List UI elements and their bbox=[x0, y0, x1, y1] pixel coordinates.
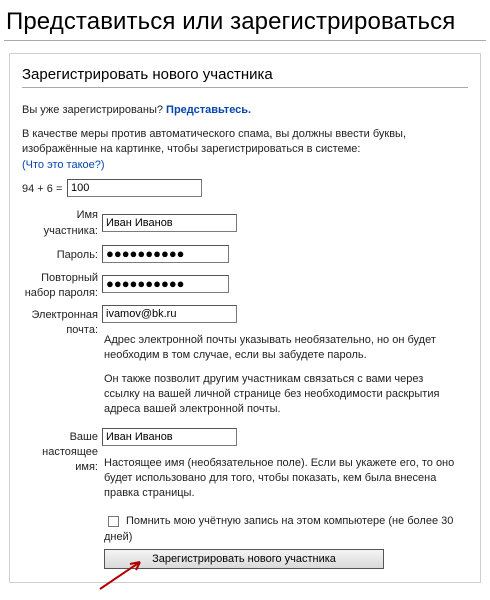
retype-password-label-line-2: набор пароля: bbox=[24, 287, 98, 299]
captcha-input[interactable]: 100 bbox=[67, 179, 202, 197]
captcha-question: 94 + 6 = bbox=[22, 183, 63, 195]
password-label: Пароль: bbox=[56, 249, 98, 261]
remember-label-line-1: Помнить мою учётную запись на этом компьютере (не более 30 bbox=[126, 515, 454, 527]
already-registered-line bbox=[22, 103, 251, 118]
realname-label-line-1: Ваше bbox=[69, 431, 98, 443]
already-registered-text: Вы уже зарегистрированы? bbox=[22, 104, 163, 116]
password-input[interactable]: ●●●●●●●●●● bbox=[102, 245, 229, 263]
register-submit-button[interactable]: Зарегистрировать нового участника bbox=[104, 549, 384, 569]
realname-label-line-3: имя: bbox=[75, 461, 98, 473]
legend-divider bbox=[22, 87, 468, 88]
username-label-line-2: участника: bbox=[43, 225, 98, 237]
annotation-arrow-icon bbox=[96, 556, 156, 592]
remember-label-line-2: дней) bbox=[104, 531, 133, 543]
captcha-info-line-1: В качестве меры против автоматического спама, вы должны ввести буквы, bbox=[22, 128, 406, 140]
login-link[interactable]: Представьтесь. bbox=[166, 104, 252, 116]
email-help-line-5: адреса вашей электронной почты. bbox=[104, 403, 281, 415]
realname-help-line-2: будет использовано для того, чтобы показать, кем была внесена bbox=[104, 472, 437, 484]
realname-input[interactable]: Иван Иванов bbox=[102, 428, 237, 446]
retype-password-input[interactable]: ●●●●●●●●●● bbox=[102, 275, 229, 293]
username-label-line-1: Имя bbox=[76, 209, 98, 221]
form-legend: Зарегистрировать нового участника bbox=[22, 66, 273, 83]
what-is-this-link[interactable]: (Что это такое?) bbox=[22, 159, 105, 171]
remember-checkbox[interactable] bbox=[108, 516, 119, 527]
email-help-line-3: Он также позволит другим участникам связаться с вами через bbox=[104, 373, 424, 385]
email-label-line-1: Электронная bbox=[31, 309, 98, 321]
email-help-line-4: ссылку на вашей личной странице без необходимости раскрытия bbox=[104, 388, 440, 400]
page-title: Представиться или зарегистрироваться bbox=[6, 8, 456, 35]
email-input[interactable]: ivamov@bk.ru bbox=[102, 305, 237, 323]
email-help-line-1: Адрес электронной почты указывать необязательно, но он будет bbox=[104, 334, 436, 346]
email-help-line-2: необходим в том случае, если вы забудете пароль. bbox=[104, 349, 367, 361]
title-divider bbox=[4, 40, 486, 41]
email-label-line-2: почта: bbox=[66, 324, 98, 336]
realname-help-line-1: Настоящее имя (необязательное поле). Если вы укажете его, то оно bbox=[104, 457, 455, 469]
captcha-info-line-2: изображённые на картинке, чтобы зарегистрироваться в системе: bbox=[22, 143, 361, 155]
realname-help-line-3: правка страницы. bbox=[104, 487, 195, 499]
username-input[interactable]: Иван Иванов bbox=[102, 214, 237, 232]
retype-password-label-line-1: Повторный bbox=[41, 272, 98, 284]
realname-label-line-2: настоящее bbox=[42, 446, 98, 458]
